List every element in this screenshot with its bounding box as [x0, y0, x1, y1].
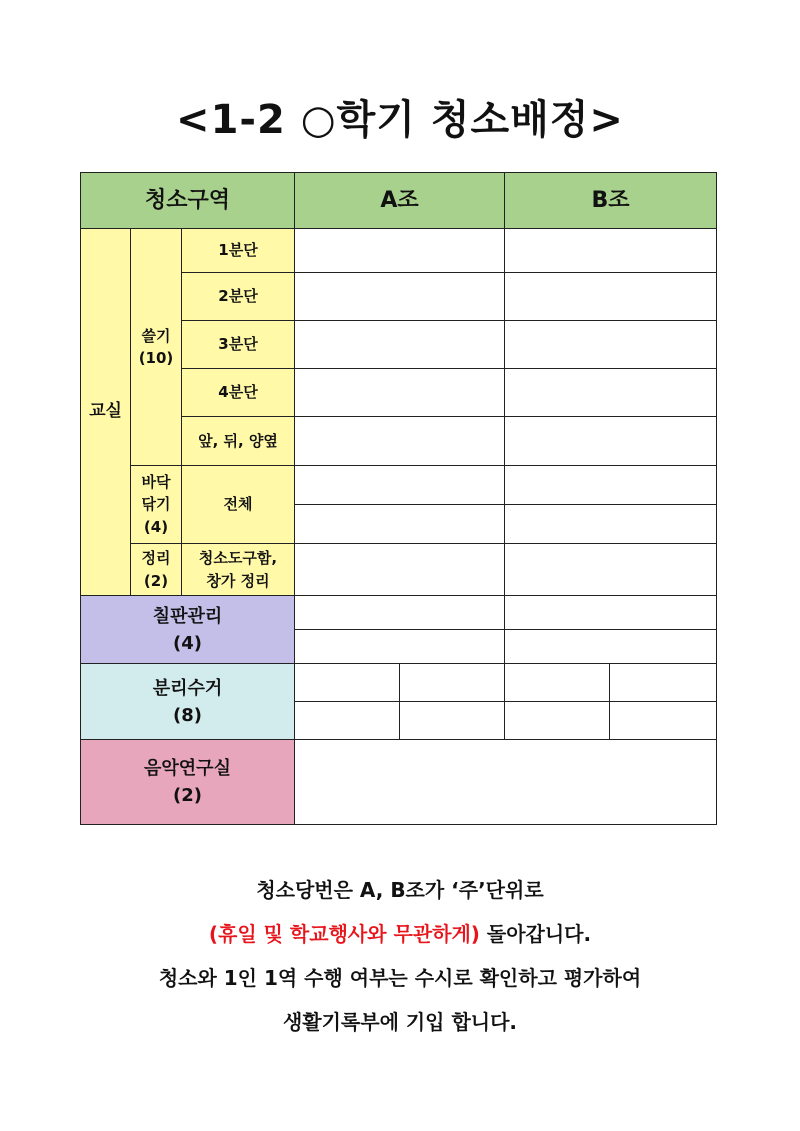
sweep-label-text: 쓸기 [141, 326, 171, 345]
b-blackboard-1-cell[interactable] [505, 596, 717, 630]
b-floor-2-cell[interactable] [505, 505, 717, 544]
floor-label-line-1: 바닥 [141, 472, 171, 491]
b-sweep-4-cell[interactable] [505, 369, 717, 417]
a-blackboard-1-cell[interactable] [295, 596, 505, 630]
header-zone: 청소구역 [81, 173, 295, 229]
recycling-cell-5[interactable] [295, 702, 400, 740]
sweep-label [131, 229, 182, 466]
header-group-b: B조 [505, 173, 717, 229]
blackboard-label [81, 596, 295, 664]
tidy-label [131, 544, 182, 596]
music-room-label-text: 음악연구실 [144, 758, 231, 779]
b-sweep-3-cell[interactable] [505, 321, 717, 369]
recycling-cell-2[interactable] [400, 664, 505, 702]
floor-label [131, 466, 182, 544]
a-sweep-5-cell[interactable] [295, 417, 505, 466]
note-line-2-emphasis: (휴일 및 학교행사와 무관하게) [208, 922, 480, 946]
recycling-cell-6[interactable] [400, 702, 505, 740]
a-blackboard-2-cell[interactable] [295, 630, 505, 664]
recycling-cell-4[interactable] [610, 664, 717, 702]
b-sweep-5-cell[interactable] [505, 417, 717, 466]
a-sweep-2-cell[interactable] [295, 273, 505, 321]
recycling-label [81, 664, 295, 740]
recycling-count: (8) [173, 704, 202, 726]
a-sweep-3-cell[interactable] [295, 321, 505, 369]
page-title: <1-2 ○학기 청소배정> [176, 97, 624, 143]
floor-label-line-2: 닦기 [141, 495, 171, 514]
floor-label-line-3: (4) [143, 517, 169, 536]
sweep-row-2: 2분단 [182, 273, 295, 321]
tidy-row [182, 544, 295, 596]
note-line-2-rest: 돌아갑니다. [479, 922, 592, 946]
note-line-2 [0, 912, 800, 956]
b-floor-1-cell[interactable] [505, 466, 717, 505]
floor-row: 전체 [182, 466, 295, 544]
tidy-label-line-2: (2) [143, 571, 169, 590]
note-line-3: 청소와 1인 1역 수행 여부는 수시로 확인하고 평가하여 [158, 966, 642, 990]
header-group-a: A조 [295, 173, 505, 229]
recycling-cell-3[interactable] [505, 664, 610, 702]
music-room-label [81, 740, 295, 825]
music-room-count: (2) [173, 785, 202, 806]
a-tidy-cell[interactable] [295, 544, 505, 596]
tidy-row-line-1: 청소도구함, [198, 549, 278, 567]
notes [0, 868, 800, 1044]
a-sweep-4-cell[interactable] [295, 369, 505, 417]
sweep-row-4: 4분단 [182, 369, 295, 417]
tidy-row-line-2: 창가 정리 [206, 571, 270, 590]
cleaning-assignment-table [80, 172, 717, 825]
blackboard-label-text: 칠판관리 [152, 605, 223, 627]
b-sweep-1-cell[interactable] [505, 229, 717, 273]
note-line-4: 생활기록부에 기입 합니다. [282, 1010, 518, 1034]
b-tidy-cell[interactable] [505, 544, 717, 596]
recycling-cell-1[interactable] [295, 664, 400, 702]
music-room-cell[interactable] [295, 740, 717, 825]
b-blackboard-2-cell[interactable] [505, 630, 717, 664]
tidy-label-line-1: 정리 [141, 549, 171, 567]
recycling-cell-8[interactable] [610, 702, 717, 740]
a-floor-2-cell[interactable] [295, 505, 505, 544]
a-sweep-1-cell[interactable] [295, 229, 505, 273]
sweep-row-1: 1분단 [182, 229, 295, 273]
recycling-cell-7[interactable] [505, 702, 610, 740]
sweep-row-5: 앞, 뒤, 양옆 [182, 417, 295, 466]
note-line-1: 청소당번은 A, B조가 ‘주’단위로 [256, 878, 544, 902]
recycling-label-text: 분리수거 [152, 677, 223, 699]
blackboard-count: (4) [173, 632, 202, 654]
classroom-label: 교실 [81, 229, 131, 596]
sweep-row-3: 3분단 [182, 321, 295, 369]
a-floor-1-cell[interactable] [295, 466, 505, 505]
b-sweep-2-cell[interactable] [505, 273, 717, 321]
sweep-count: (10) [138, 349, 174, 367]
